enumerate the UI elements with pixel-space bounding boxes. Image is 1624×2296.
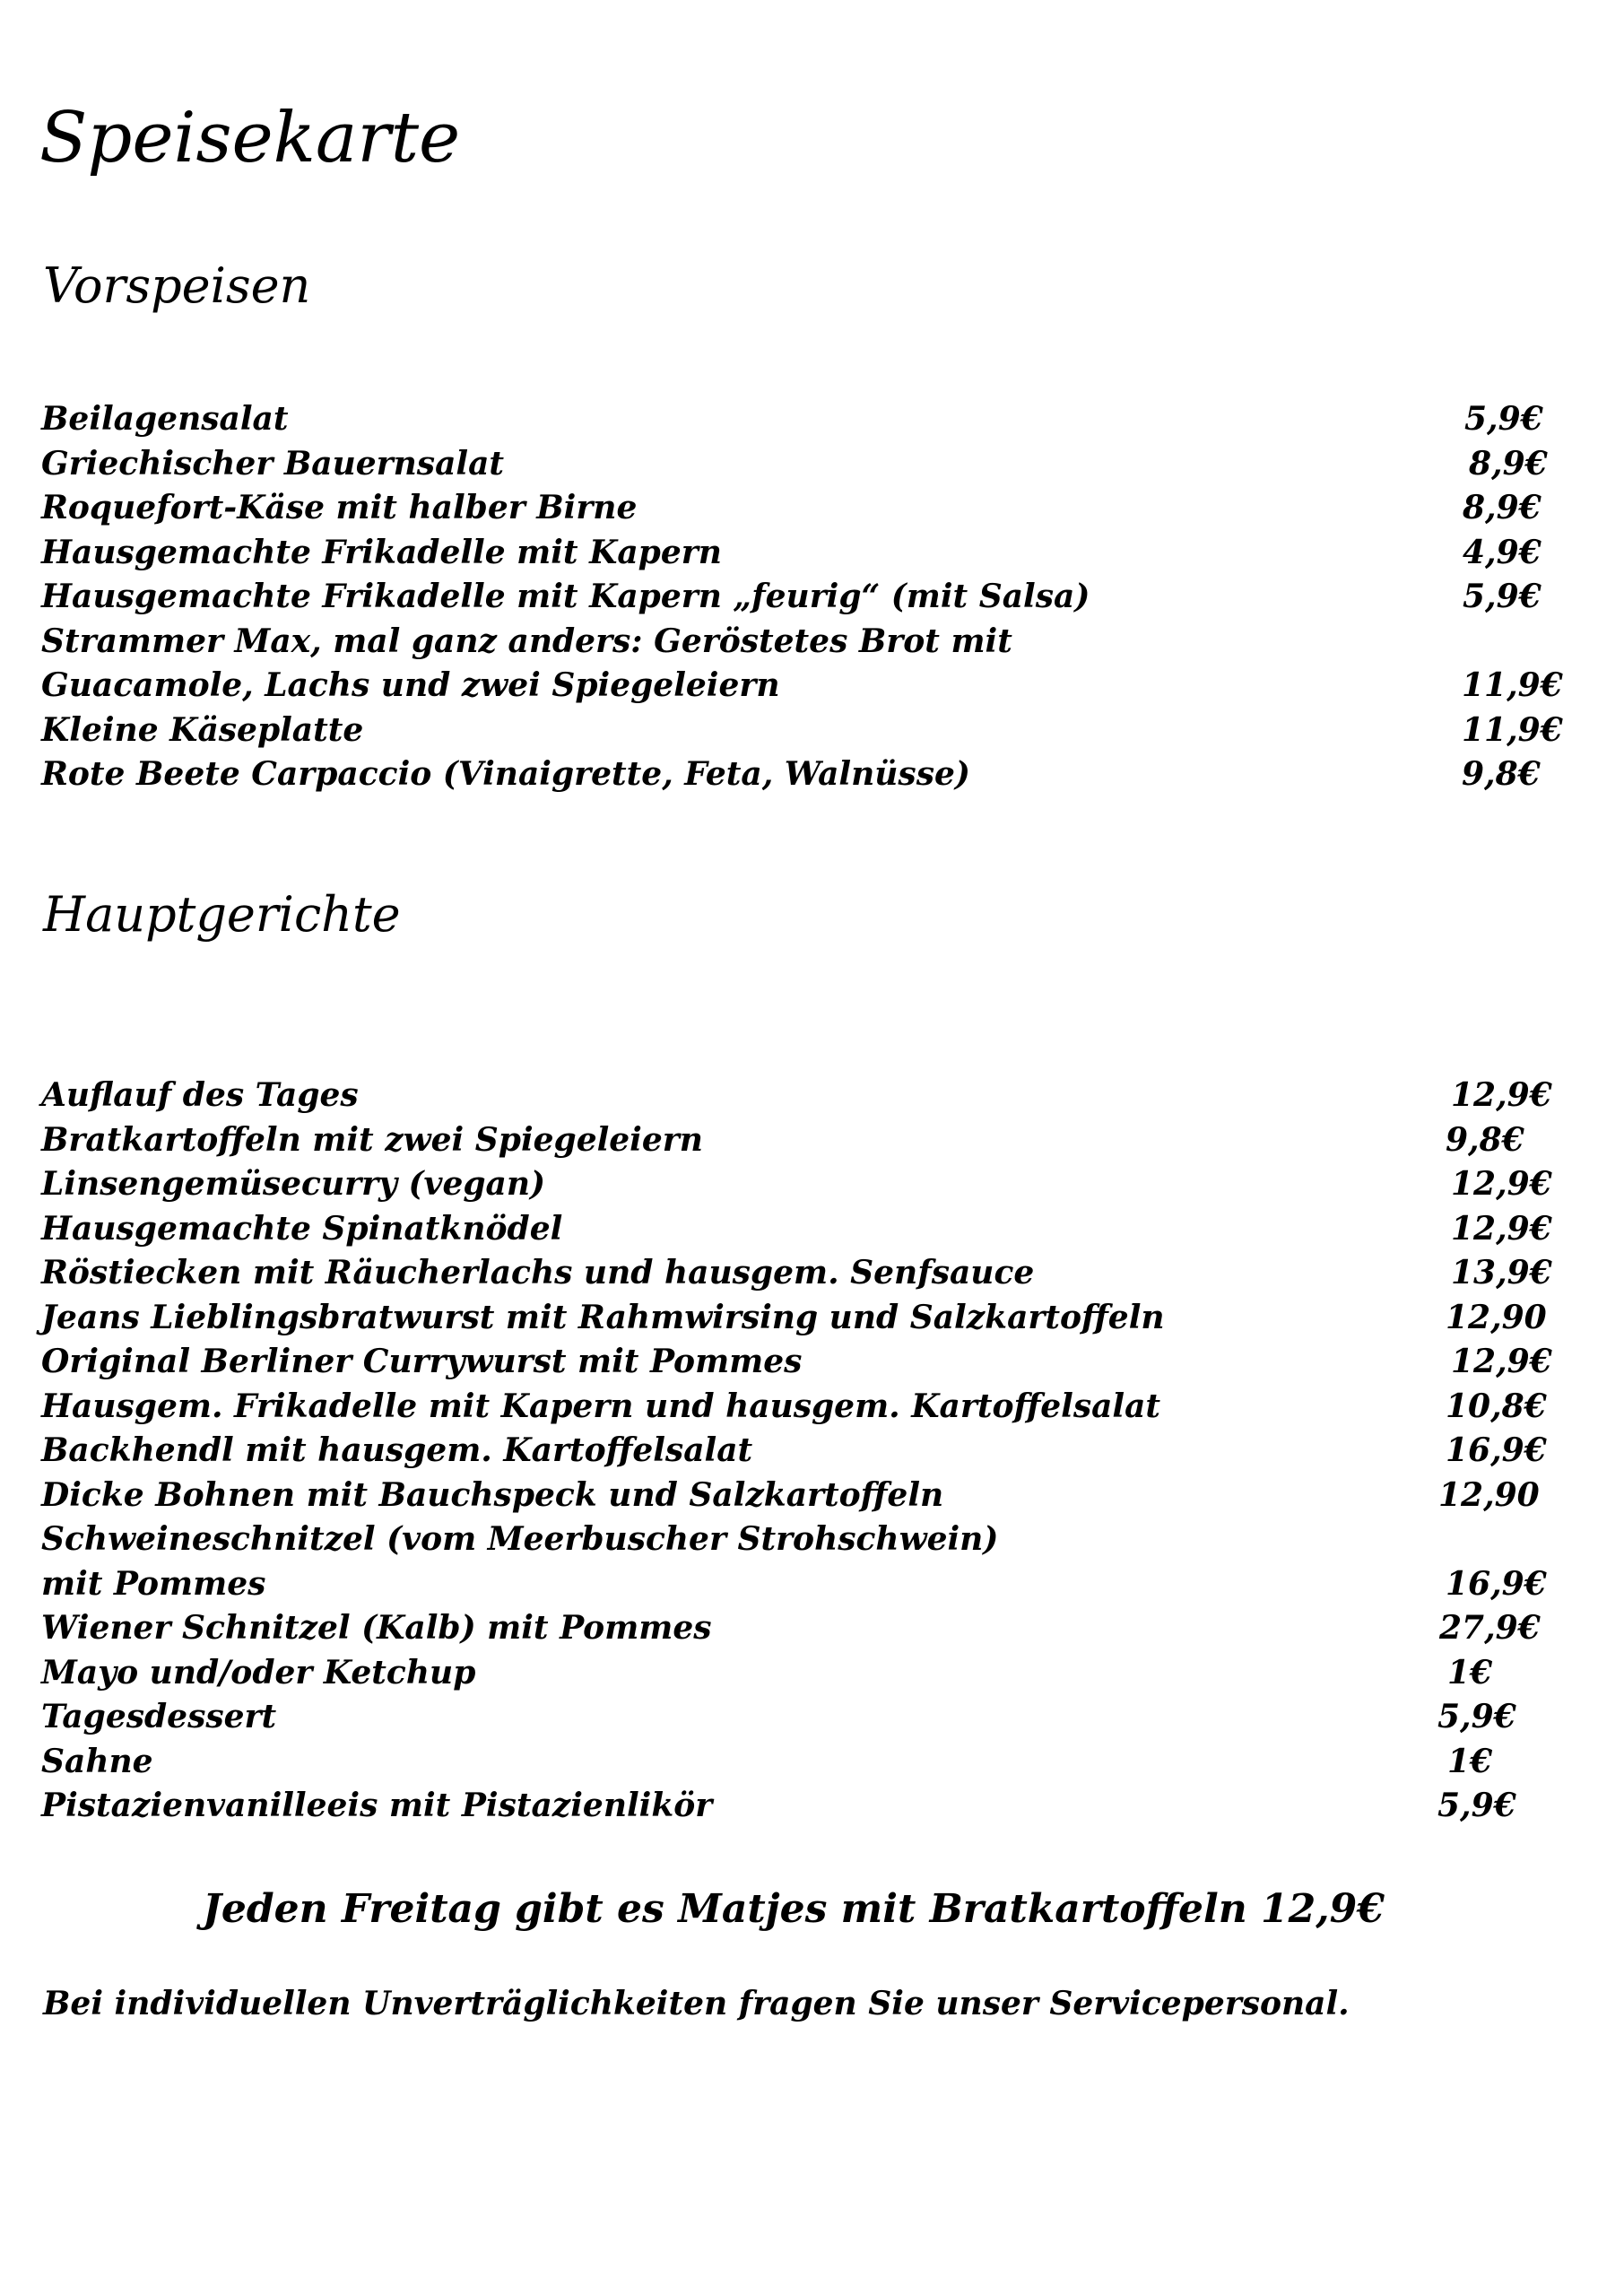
menu-item <box>41 531 1541 576</box>
menu-item-price: 9,8€ <box>1446 1120 1524 1159</box>
menu-item-price: 5,9€ <box>1464 400 1543 438</box>
menu-item-name: Hausgemachte Spinatknödel <box>41 1209 563 1248</box>
menu-item <box>41 1651 1493 1696</box>
menu-item-price: 1€ <box>1447 1653 1493 1692</box>
menu-item-name: Beilagensalat <box>41 400 289 438</box>
menu-item-price: 13,9€ <box>1451 1254 1552 1292</box>
menu-item-name: Backhendl mit hausgem. Kartoffelsalat <box>41 1431 753 1469</box>
menu-item-price: 8,9€ <box>1469 444 1548 483</box>
menu-item <box>41 486 1541 531</box>
menu-item-name: Bratkartoffeln mit zwei Spiegeleiern <box>41 1120 703 1159</box>
section-title-vorspeisen: Vorspeisen <box>43 257 311 314</box>
menu-item <box>41 1296 1547 1341</box>
menu-item-name: Wiener Schnitzel (Kalb) mit Pommes <box>41 1609 712 1647</box>
menu-item-price: 16,9€ <box>1446 1431 1547 1469</box>
menu-item <box>41 1385 1547 1430</box>
menu-item <box>41 397 1543 442</box>
menu-item-name: Kleine Käseplatte <box>41 710 364 749</box>
menu-item-price: 5,9€ <box>1463 578 1541 615</box>
menu-item-name: Hausgemachte Frikadelle mit Kapern „feurig“ (mit Salsa) <box>41 578 1090 615</box>
menu-item <box>41 1518 1165 1562</box>
menu-item-name: Guacamole, Lachs und zwei Spiegeleiern <box>41 666 780 704</box>
menu-item-price: 12,9€ <box>1451 1209 1552 1248</box>
menu-item-name: Auflauf des Tages <box>41 1076 359 1114</box>
menu-item <box>41 1695 1516 1740</box>
menu-item <box>41 1162 1552 1207</box>
menu-item-price: 8,9€ <box>1463 489 1541 526</box>
menu-item-name: Griechischer Bauernsalat <box>41 444 505 483</box>
menu-item <box>41 1784 1516 1829</box>
menu-item-price: 12,9€ <box>1451 1343 1552 1380</box>
menu-item-name: Hausgemachte Frikadelle mit Kapern <box>41 533 722 571</box>
menu-item <box>41 575 1541 620</box>
menu-item <box>41 752 1541 797</box>
menu-item-price: 16,9€ <box>1446 1564 1547 1603</box>
menu-item <box>41 1740 1493 1785</box>
menu-item <box>41 1429 1547 1474</box>
page-title: Speisekarte <box>39 98 461 178</box>
menu-item-price: 12,90 <box>1446 1298 1547 1336</box>
menu-item-name: Tagesdessert <box>41 1698 277 1735</box>
menu-item-price: 11,9€ <box>1462 666 1563 704</box>
menu-item-name: Dicke Bohnen mit Bauchspeck und Salzkartoffeln <box>41 1475 944 1514</box>
menu-item-name: Sahne <box>41 1742 153 1780</box>
menu-item <box>41 1118 1524 1163</box>
menu-item-price: 11,9€ <box>1462 710 1563 749</box>
menu-item-name: Jeans Lieblingsbratwurst mit Rahmwirsing und Salzkartoffeln <box>41 1298 1165 1336</box>
menu-item-name: Hausgem. Frikadelle mit Kapern und hausgem. Kartoffelsalat <box>41 1387 1161 1425</box>
menu-item <box>41 620 1090 665</box>
menu-item-price: 12,9€ <box>1451 1076 1552 1114</box>
menu-item-price: 1€ <box>1447 1742 1493 1780</box>
menu-item <box>41 1207 1552 1252</box>
menu-item-name: Roquefort-Käse mit halber Birne <box>41 489 638 526</box>
menu-item-price: 5,9€ <box>1437 1787 1516 1824</box>
menu-item-price: 5,9€ <box>1437 1698 1516 1735</box>
menu-item-price: 9,8€ <box>1462 755 1541 793</box>
menu-item <box>41 1474 1540 1518</box>
menu-item-price: 12,9€ <box>1451 1165 1552 1203</box>
menu-item <box>41 1340 1552 1385</box>
menu-list-vorspeisen <box>41 397 1563 797</box>
menu-list-hauptgerichte <box>41 1074 1552 1829</box>
menu-item-name: Röstiecken mit Räucherlachs und hausgem. Senfsauce <box>41 1254 1035 1292</box>
friday-special-note: Jeden Freitag gibt es Matjes mit Bratkartoffeln 12,9€ <box>203 1886 1385 1932</box>
menu-item-name: Original Berliner Currywurst mit Pommes <box>41 1343 803 1380</box>
menu-item-name: Pistazienvanilleeis mit Pistazienlikör <box>41 1787 713 1824</box>
menu-item-price: 4,9€ <box>1463 533 1541 571</box>
menu-item <box>41 1562 1547 1607</box>
allergy-note: Bei individuellen Unverträglichkeiten fragen Sie unser Servicepersonal. <box>43 1985 1350 2022</box>
menu-item <box>41 442 1548 487</box>
menu-item-name: mit Pommes <box>41 1564 266 1603</box>
menu-item-name: Mayo und/oder Ketchup <box>41 1653 476 1692</box>
menu-item <box>41 1074 1552 1118</box>
menu-item-name: Schweineschnitzel (vom Meerbuscher Strohschwein) <box>41 1520 999 1558</box>
menu-item <box>41 664 1563 709</box>
menu-item <box>41 709 1563 753</box>
menu-item-price: 27,9€ <box>1439 1609 1541 1647</box>
menu-item <box>41 1606 1541 1651</box>
menu-item-price: 10,8€ <box>1446 1387 1547 1425</box>
menu-item <box>41 1251 1552 1296</box>
menu-item-name: Linsengemüsecurry (vegan) <box>41 1165 546 1203</box>
menu-item-price: 12,90 <box>1438 1475 1540 1514</box>
menu-item-name: Strammer Max, mal ganz anders: Geröstetes Brot mit <box>41 622 1012 660</box>
menu-item-name: Rote Beete Carpaccio (Vinaigrette, Feta, Walnüsse) <box>41 755 970 793</box>
section-title-hauptgerichte: Hauptgerichte <box>43 886 401 943</box>
